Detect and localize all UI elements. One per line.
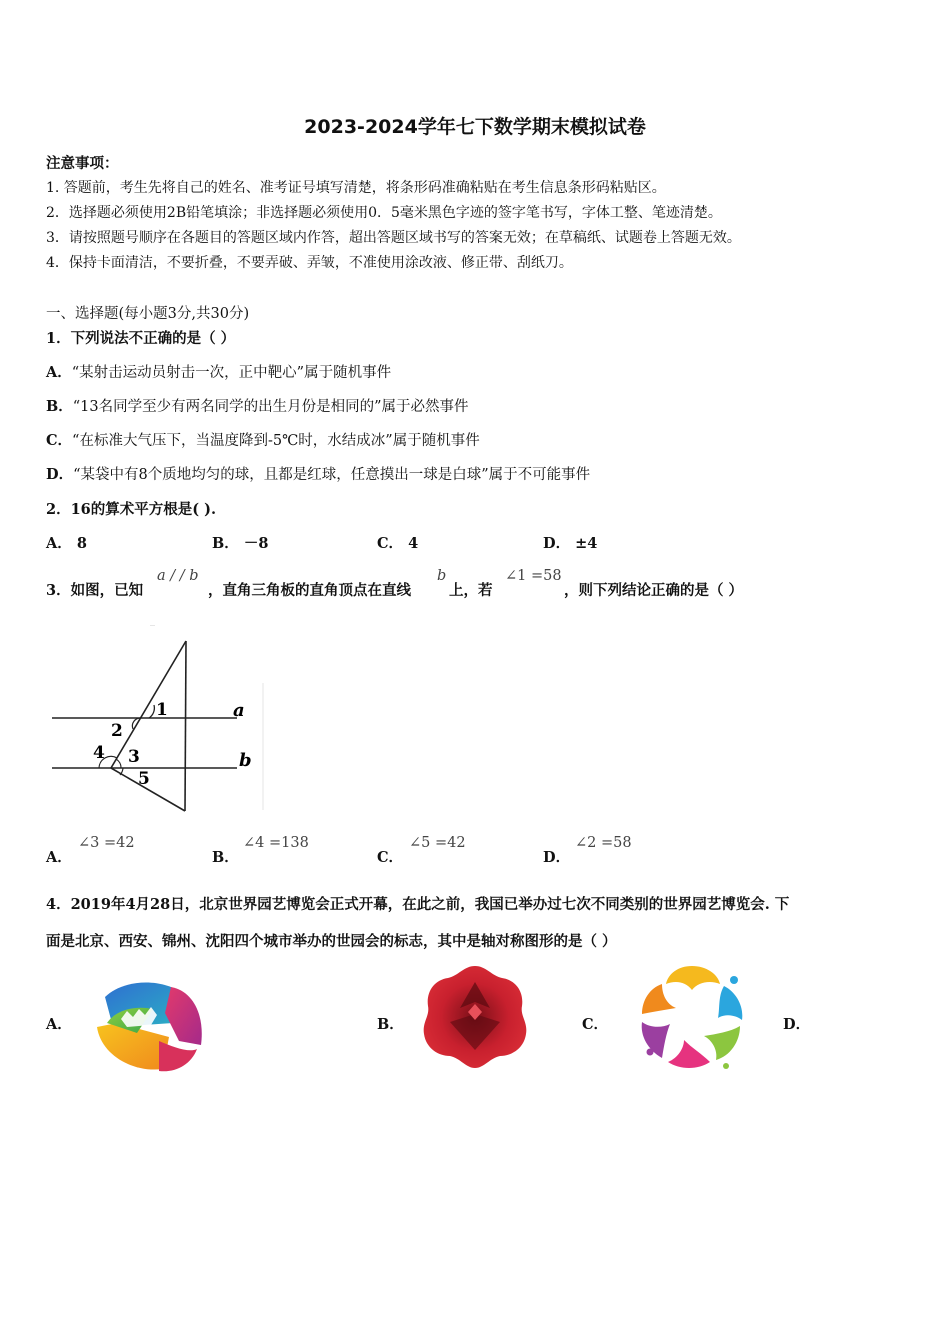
angle-4-label: 4 <box>93 743 105 763</box>
q2-option-a-letter: A． <box>46 535 72 552</box>
jinzhou-expo-logo <box>636 962 748 1074</box>
q1-option-d <box>46 463 590 484</box>
notice-item-4: 4．保持卡面清洁，不要折叠，不要弄破、弄皱，不准使用涂改液、修正带、刮纸刀。 <box>46 255 573 271</box>
logo-c-purple-petal <box>642 1022 670 1058</box>
angle-2-label: 2 <box>111 721 123 741</box>
q2-option-c-letter: C． <box>377 535 404 552</box>
q2-option-a-text: 8 <box>76 535 87 552</box>
angle-3-label: 3 <box>128 747 140 767</box>
logo-c-dot-blue <box>730 976 738 984</box>
q1-option-d-letter: D． <box>46 466 74 483</box>
q2-stem: 2．16的算术平方根是( ). <box>46 501 217 518</box>
q3-stem-part4: ，则下列结论正确的是（ ） <box>564 582 744 599</box>
q1-option-a-text: “某射击运动员射击一次，正中靶心”属于随机事件 <box>71 365 392 381</box>
q2-option-d-letter: D． <box>543 535 571 552</box>
logo-c-blue-petal <box>718 986 742 1020</box>
notice-item-2: 2．选择题必须使用2B铅笔填涂；非选择题必须使用0．5毫米黑色字迹的签字笔书写，字体工整、笔迹清楚。 <box>46 205 722 221</box>
notice-item-3: 3．请按照题号顺序在各题目的答题区域内作答，超出答题区域书写的答案无效；在草稿纸、试题卷上答题无效。 <box>46 230 741 246</box>
q2-option-a <box>46 532 87 553</box>
q2-option-c <box>377 532 418 553</box>
q3-option-a-letter: A． <box>46 849 72 866</box>
xian-expo-logo <box>420 962 530 1072</box>
angle-3-arc <box>116 759 121 768</box>
triangle-hypotenuse-top <box>111 641 186 768</box>
q4-option-d-letter: D． <box>783 1016 811 1033</box>
notice-item-1: 1. 答题前，考生先将自己的姓名、准考证号填写清楚，将条形码准确粘贴在考生信息条形码粘贴区。 <box>46 180 666 196</box>
q3-figure <box>45 625 275 820</box>
line-a-label: a <box>233 700 245 721</box>
q3-math-parallel: a / / b <box>157 568 199 584</box>
q1-option-c <box>46 429 480 450</box>
angle-1-arc <box>149 705 154 718</box>
logo-c-pink-petal <box>668 1040 710 1068</box>
q1-option-a-letter: A． <box>46 364 72 381</box>
q3-math-line-b: b <box>437 568 447 584</box>
q4-option-c-letter: C． <box>582 1016 609 1033</box>
q3-option-b-letter: B． <box>212 849 239 866</box>
q2-option-d-text: ±4 <box>575 535 598 552</box>
triangle-vertical-side <box>185 641 186 811</box>
q3-option-d-math: ∠2 =58 <box>575 835 632 851</box>
q3-option-c-letter: C． <box>377 849 404 866</box>
q2-option-c-text: 4 <box>408 535 419 552</box>
q1-option-c-text: “在标准大气压下，当温度降到-5℃时，水结成冰”属于随机事件 <box>72 433 480 449</box>
q1-option-b <box>46 395 469 416</box>
logo-c-green-petal <box>704 1026 740 1060</box>
q2-option-d <box>543 532 597 553</box>
q1-option-b-letter: B． <box>46 398 73 415</box>
q2-option-b-letter: B． <box>212 535 239 552</box>
angle-1-label: 1 <box>156 700 168 720</box>
notice-heading: 注意事项： <box>46 155 119 172</box>
q4-stem-line1: 4．2019年4月28日，北京世界园艺博览会正式开幕，在此之前，我国已举办过七次不同类别的世界园艺博览会. 下 <box>46 896 790 913</box>
q3-option-a-math: ∠3 =42 <box>78 835 135 851</box>
angle-5-label: 5 <box>138 769 150 789</box>
q1-option-c-letter: C． <box>46 432 73 449</box>
q1-option-b-text: “13名同学至少有两名同学的出生月份是相同的”属于必然事件 <box>72 399 469 415</box>
logo-c-dot-green <box>723 1063 729 1069</box>
q1-stem: 1．下列说法不正确的是（ ） <box>46 330 236 347</box>
q3-math-angle1: ∠1 =58 <box>505 568 562 584</box>
q4-stem-line2: 面是北京、西安、锦州、沈阳四个城市举办的世园会的标志，其中是轴对称图形的是（ ） <box>46 933 617 950</box>
q4-option-a-letter: A． <box>46 1016 72 1033</box>
section-heading: 一、选择题(每小题3分,共30分) <box>46 306 250 322</box>
q3-stem-part2: ，直角三角板的直角顶点在直线 <box>208 582 411 599</box>
q1-option-d-text: “某袋中有8个质地均匀的球，且都是红球，任意摸出一球是白球”属于不可能事件 <box>73 467 591 483</box>
logo-a-magenta-petal <box>165 987 202 1045</box>
q3-stem-part3: 上，若 <box>449 582 493 599</box>
logo-c-orange-petal <box>642 984 676 1014</box>
q3-stem-part1: 3．如图，已知 <box>46 582 144 599</box>
logo-a-red-petal <box>159 1041 197 1071</box>
logo-c-dot-purple <box>647 1049 654 1056</box>
beijing-expo-logo <box>93 975 208 1075</box>
q2-option-b-text: －8 <box>243 535 269 552</box>
logo-c-yellow-petal <box>666 966 720 990</box>
q3-option-b-math: ∠4 =138 <box>243 835 309 851</box>
page-title: 2023-2024学年七下数学期末模拟试卷 <box>304 116 646 138</box>
q4-option-b-letter: B． <box>377 1016 404 1033</box>
q3-option-c-math: ∠5 =42 <box>409 835 466 851</box>
q1-option-a <box>46 361 391 382</box>
line-b-label: b <box>239 750 252 771</box>
q3-option-d-letter: D． <box>543 849 571 866</box>
q2-option-b <box>212 532 268 553</box>
